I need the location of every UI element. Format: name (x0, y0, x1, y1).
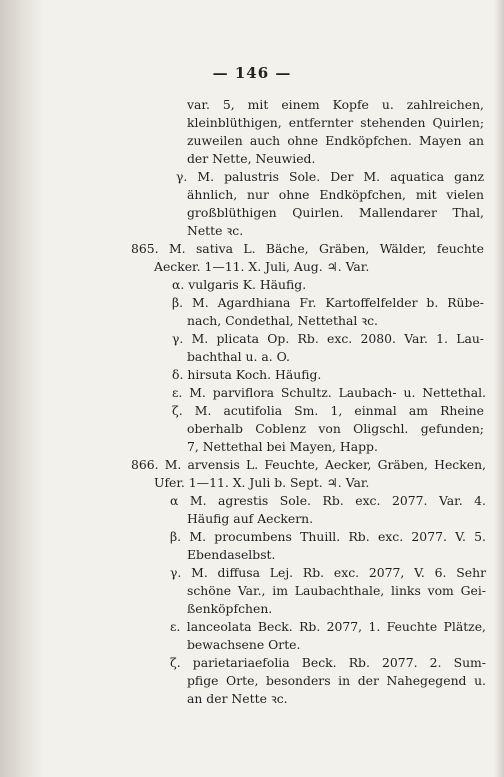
text-line: zuweilen auch ohne Endköpfchen. Mayen an (187, 133, 484, 148)
text-line: ζ. M. acutifolia Sm. 1, einmal am Rheine (172, 403, 484, 418)
text-line: nach, Condethal, Nettethal ꝛc. (187, 313, 379, 328)
page-number: — 146 — (212, 64, 292, 82)
text-line: bewachsene Orte. (187, 637, 301, 652)
text-line: ßenköpfchen. (187, 601, 273, 616)
text-line: β. M. Agardhiana Fr. Kartoffelfelder b. Rübe- (172, 295, 484, 310)
text-line: γ. M. plicata Op. Rb. exc. 2080. Var. 1. Lau- (172, 331, 484, 346)
text-line: γ. M. diffusa Lej. Rb. exc. 2077, V. 6. Sehr (170, 565, 486, 580)
page-edge (494, 0, 504, 777)
text-line: γ. M. palustris Sole. Der M. aquatica ganz (176, 169, 484, 184)
text-line: α M. agrestis Sole. Rb. exc. 2077. Var. 4. (170, 493, 486, 508)
text-line: Ebendaselbst. (187, 547, 276, 562)
page-gutter (0, 0, 44, 777)
text-line: 866. M. arvensis L. Feuchte, Aecker, Gräben, Hecken, (131, 457, 486, 472)
text-line: an der Nette ꝛc. (187, 691, 288, 706)
text-line: Nette ꝛc. (187, 223, 244, 238)
text-line: bachthal u. a. O. (187, 349, 290, 364)
text-line: var. 5, mit einem Kopfe u. zahlreichen, (187, 97, 484, 112)
text-line: δ. hirsuta Koch. Häufig. (172, 367, 322, 382)
text-line: großblüthigen Quirlen. Mallendarer Thal, (187, 205, 484, 220)
text-line: ähnlich, nur ohne Endköpfchen, mit vielen (187, 187, 484, 202)
text-line: der Nette, Neuwied. (187, 151, 316, 166)
text-line: kleinblüthigen, entfernter stehenden Quirlen; (187, 115, 484, 130)
text-line: ζ. parietariaefolia Beck. Rb. 2077. 2. Sum- (170, 655, 486, 670)
text-line: 865. M. sativa L. Bäche, Gräben, Wälder, feuchte (131, 241, 484, 256)
text-line: ε. M. parviflora Schultz. Laubach- u. Nettethal. (172, 385, 486, 400)
text-line: schöne Var., im Laubachthale, links vom Gei- (187, 583, 486, 598)
text-line: pfige Orte, besonders in der Nahegegend u. (187, 673, 486, 688)
text-line: Häufig auf Aeckern. (187, 511, 314, 526)
text-line: α. vulgaris K. Häufig. (172, 277, 307, 292)
text-line: β. M. procumbens Thuill. Rb. exc. 2077. V. 5. (170, 529, 486, 544)
text-line: Ufer. 1—11. X. Juli b. Sept. ♃. Var. (154, 475, 370, 490)
text-line: oberhalb Coblenz von Oligschl. gefunden; (187, 421, 484, 436)
text-line: ε. lanceolata Beck. Rb. 2077, 1. Feuchte Plätze, (170, 619, 486, 634)
text-line: 7, Nettethal bei Mayen, Happ. (187, 439, 378, 454)
text-line: Aecker. 1—11. X. Juli, Aug. ♃. Var. (154, 259, 370, 274)
